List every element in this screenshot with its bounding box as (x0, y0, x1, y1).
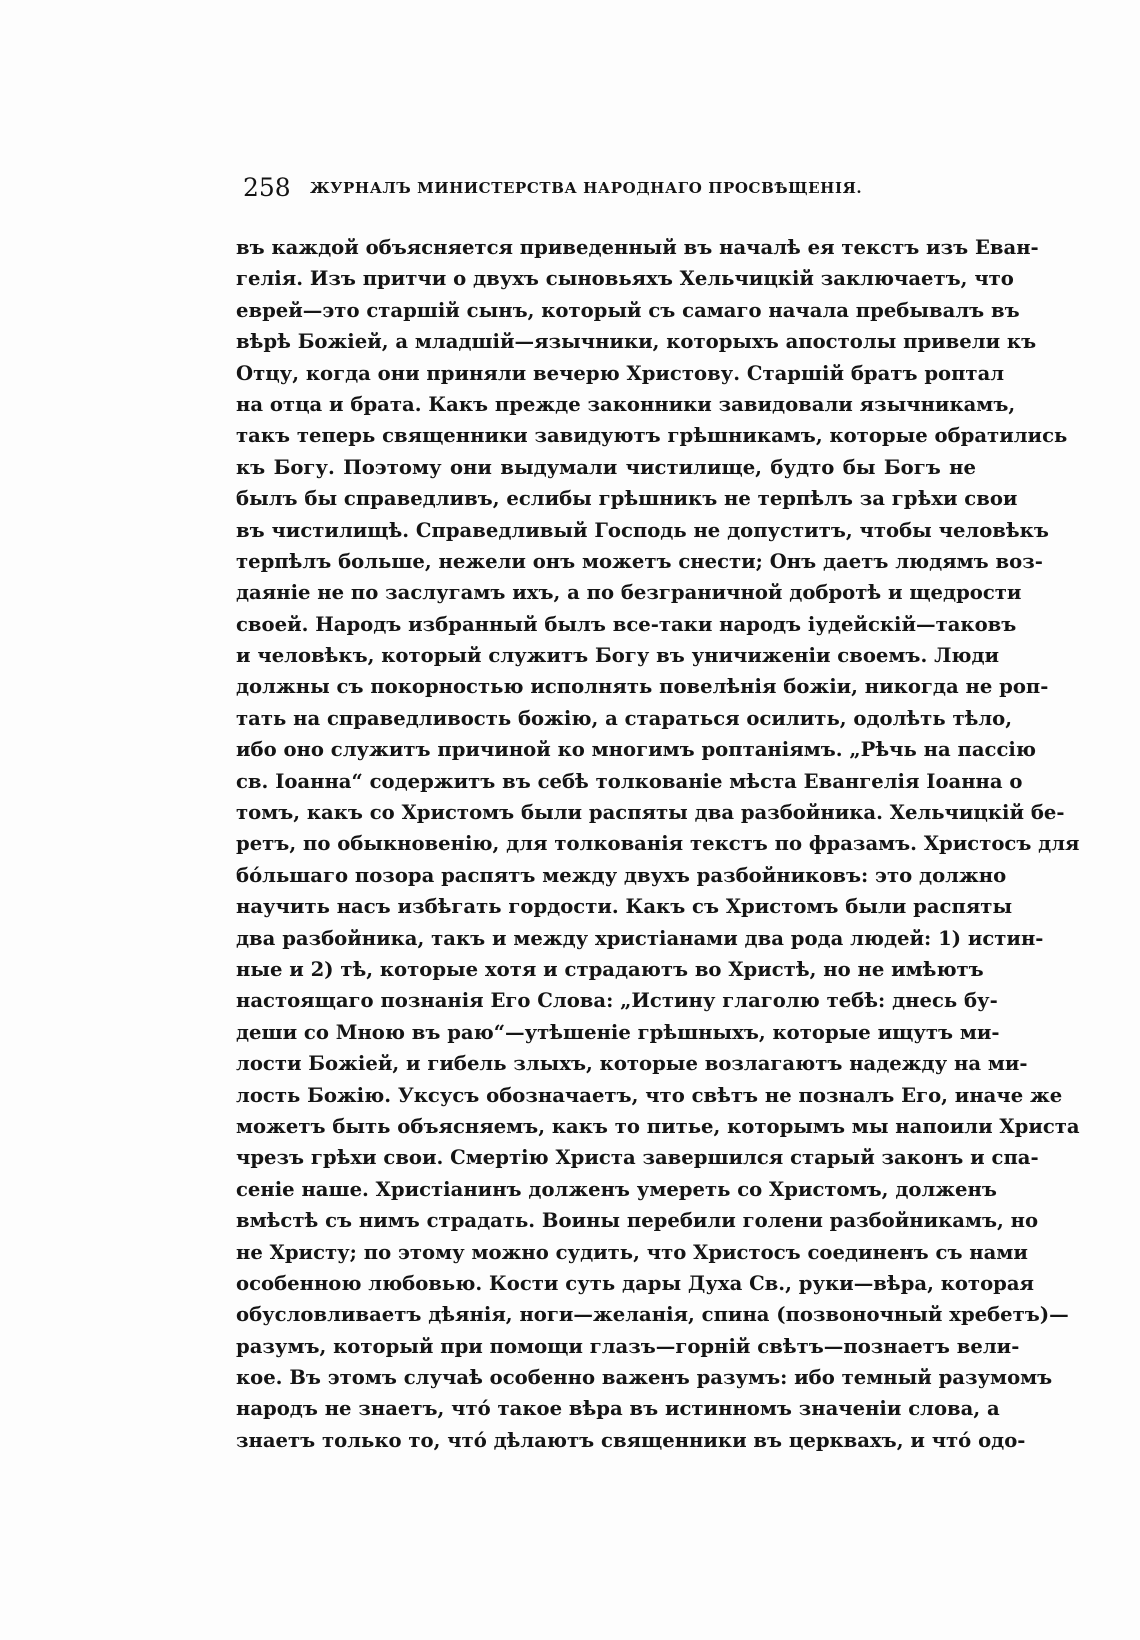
body-text (236, 232, 1080, 1456)
text-line: гелія. Изъ притчи о двухъ сыновьяхъ Хельчицкій заключаетъ, что (236, 267, 1014, 291)
text-line: ретъ, по обыкновенію, для толкованія текстъ по фразамъ. Христосъ для (236, 832, 1080, 856)
text-line: еврей—это старшій сынъ, который съ самаго начала пребывалъ въ (236, 298, 1020, 322)
text-line: два разбойника, такъ и между христіанами два рода людей: 1) истин- (236, 926, 1044, 950)
page-header (243, 173, 963, 213)
text-line: бо́льшаго позора распятъ между двухъ разбойниковъ: это должно (236, 863, 1007, 887)
text-line: такъ теперь священники завидуютъ грѣшникамъ, которые обратились (236, 424, 1068, 448)
page-number: 258 (243, 173, 291, 202)
text-line: деши со Мною въ раю“—утѣшеніе грѣшныхъ, которые ищутъ ми- (236, 1020, 1000, 1044)
text-line: лость Божію. Уксусъ обозначаетъ, что свѣтъ не позналъ Его, иначе же (236, 1083, 1063, 1107)
text-line: Отцу, когда они приняли вечерю Христову. Старшій братъ роптал (236, 361, 1005, 385)
text-line: былъ бы справедливъ, еслибы грѣшникъ не терпѣлъ за грѣхи свои (236, 487, 1018, 511)
text-line: кое. Въ этомъ случаѣ особенно важенъ разумъ: ибо темный разумомъ (236, 1366, 1053, 1390)
text-line: народъ не знаетъ, что́ такое вѣра въ истинномъ значеніи слова, а (236, 1397, 1000, 1421)
text-line: вѣрѣ Божіей, а младшій—язычники, которыхъ апостолы привели къ (236, 330, 1037, 354)
text-line: не Христу; по этому можно судить, что Христосъ соединенъ съ нами (236, 1240, 1028, 1264)
running-title: ЖУРНАЛЪ МИНИСТЕРСТВА НАРОДНАГО ПРОСВѢЩЕНІЯ. (310, 179, 863, 197)
text-line: можетъ быть объясняемъ, какъ то питье, которымъ мы напоили Христа (236, 1114, 1080, 1138)
text-line: своей. Народъ избранный былъ все-таки народъ іудейскій—таковъ (236, 612, 1017, 636)
text-line: даяніе не по заслугамъ ихъ, а по безграничной добротѣ и щедрости (236, 581, 1022, 605)
text-line: лости Божіей, и гибель злыхъ, которые возлагаютъ надежду на ми- (236, 1052, 1028, 1076)
text-line: томъ, какъ со Христомъ были распяты два разбойника. Хельчицкій бе- (236, 801, 1065, 825)
text-line: особенною любовью. Кости суть дары Духа Св., руки—вѣра, которая (236, 1271, 1035, 1295)
text-line: тать на справедливость божію, а стараться осилить, одолѣть тѣло, (236, 706, 1013, 730)
text-line: настоящаго познанія Его Слова: „Истину глаголю тебѣ: днесь бу- (236, 989, 998, 1013)
text-line: научить насъ избѣгать гордости. Какъ съ Христомъ были распяты (236, 895, 1013, 919)
text-line: вмѣстѣ съ нимъ страдать. Воины перебили голени разбойникамъ, но (236, 1209, 1039, 1233)
text-line: и человѣкъ, который служитъ Богу въ уничиженіи своемъ. Люди (236, 644, 1000, 668)
text-line: ибо оно служитъ причиной ко многимъ роптаніямъ. „Рѣчь на пассію (236, 738, 1036, 762)
text-line: въ чистилищѣ. Справедливый Господь не допуститъ, чтобы человѣкъ (236, 518, 1049, 542)
text-line: въ каждой объясняется приведенный въ началѣ ея текстъ изъ Еван- (236, 236, 1039, 259)
text-line: терпѣлъ больше, нежели онъ можетъ снести; Онъ даетъ людямъ воз- (236, 549, 1043, 573)
text-line: св. Іоанна“ содержитъ въ себѣ толкованіе мѣста Евангелія Іоанна о (236, 769, 1023, 793)
text-line: должны съ покорностью исполнять повелѣнія божіи, никогда не роп- (236, 675, 1049, 699)
text-line: знаетъ только то, что́ дѣлаютъ священники въ церквахъ, и что́ одо- (236, 1428, 1026, 1452)
text-line: чрезъ грѣхи свои. Смертію Христа завершился старый законъ и спа- (236, 1146, 1039, 1170)
text-line: обусловливаетъ дѣянія, ноги—желанія, спина (позвоночный хребетъ)— (236, 1303, 1069, 1327)
text-line: къ Богу. Поэтому они выдумали чистилище, будто бы Богъ не (236, 455, 976, 479)
text-line: сеніе наше. Христіанинъ долженъ умереть со Христомъ, долженъ (236, 1177, 997, 1201)
text-line: разумъ, который при помощи глазъ—горній свѣтъ—познаетъ вели- (236, 1334, 1020, 1358)
text-line: на отца и брата. Какъ прежде законники завидовали язычникамъ, (236, 392, 1016, 416)
text-line: ные и 2) тѣ, которые хотя и страдаютъ во Христѣ, но не имѣютъ (236, 957, 984, 981)
